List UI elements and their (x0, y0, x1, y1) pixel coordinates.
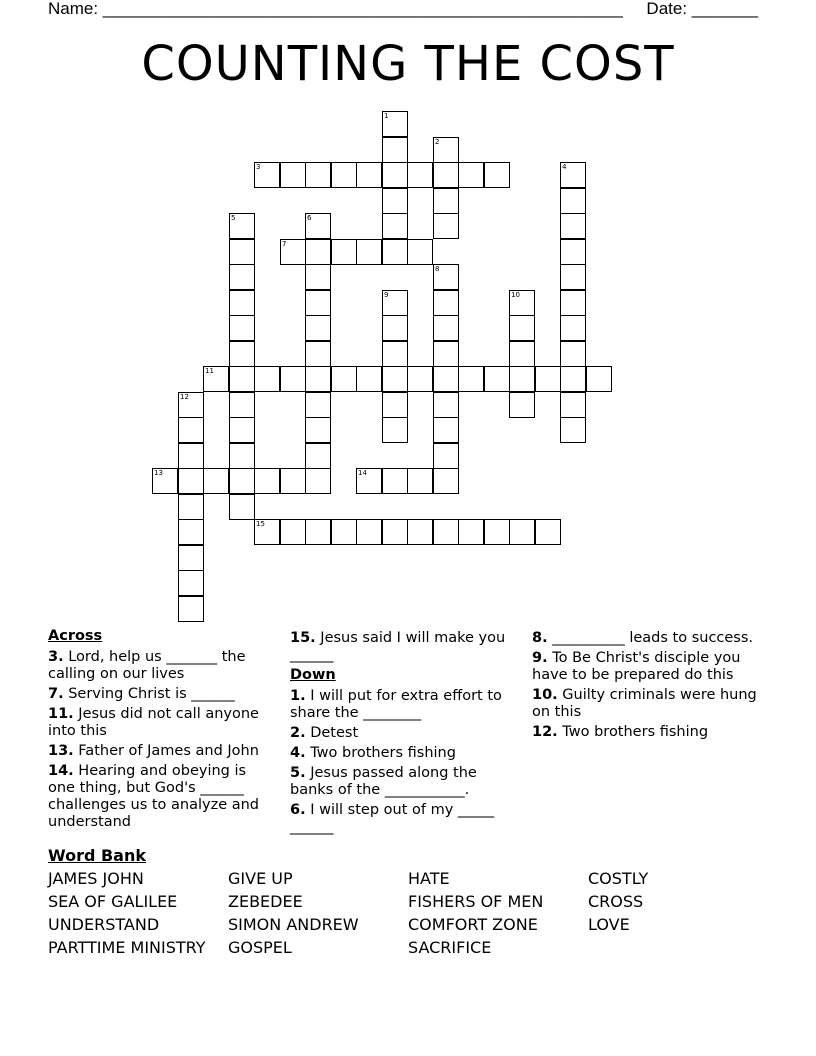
crossword-cell[interactable] (356, 162, 382, 188)
crossword-cell[interactable] (331, 519, 357, 545)
crossword-cell[interactable] (178, 417, 204, 443)
crossword-cell[interactable] (433, 443, 459, 469)
crossword-cell[interactable] (407, 162, 433, 188)
down-heading: Down (290, 667, 336, 683)
crossword-cell[interactable] (356, 239, 382, 265)
crossword-cell[interactable] (178, 392, 204, 418)
crossword-cell[interactable] (254, 519, 280, 545)
crossword-cell[interactable] (203, 468, 229, 494)
crossword-cell[interactable] (458, 162, 484, 188)
clue-number: 12 (180, 393, 189, 401)
crossword-cell[interactable] (178, 443, 204, 469)
crossword-cell[interactable] (382, 392, 408, 418)
crossword-cell[interactable] (509, 290, 535, 316)
crossword-cell[interactable] (560, 188, 586, 214)
clue-number: 11 (205, 367, 214, 375)
crossword-cell[interactable] (560, 264, 586, 290)
crossword-cell[interactable] (305, 213, 331, 239)
clue-number: 7 (282, 240, 287, 248)
clue-number: 5 (231, 214, 236, 222)
crossword-cell[interactable] (229, 341, 255, 367)
crossword-cell[interactable] (280, 468, 306, 494)
crossword-cell[interactable] (280, 239, 306, 265)
word-bank-item: CROSS (588, 892, 644, 911)
crossword-cell[interactable] (382, 468, 408, 494)
crossword-cell[interactable] (280, 366, 306, 392)
word-bank-item: SEA OF GALILEE (48, 892, 178, 911)
crossword-cell[interactable] (229, 417, 255, 443)
crossword-cell[interactable] (382, 315, 408, 341)
clue-across-15: 15. Jesus said I will make you ______ (290, 630, 506, 663)
crossword-cell[interactable] (382, 137, 408, 163)
crossword-cell[interactable] (382, 366, 408, 392)
word-bank-item: UNDERSTAND (48, 915, 160, 934)
clue-down-8: 8. __________ leads to success. (532, 630, 754, 646)
crossword-cell[interactable] (229, 315, 255, 341)
word-bank-item: COSTLY (588, 869, 649, 888)
word-bank-item: FISHERS OF MEN (408, 892, 544, 911)
word-bank-item: LOVE (588, 915, 630, 934)
crossword-cell[interactable] (331, 162, 357, 188)
crossword-cell[interactable] (382, 341, 408, 367)
crossword-cell[interactable] (560, 162, 586, 188)
crossword-cell[interactable] (254, 468, 280, 494)
crossword-cell[interactable] (229, 290, 255, 316)
page-title: COUNTING THE COST (141, 36, 675, 92)
clue-down-12: 12. Two brothers fishing (532, 724, 709, 740)
clue-across-11: 11. Jesus did not call anyone into this (48, 706, 259, 739)
crossword-cell[interactable] (331, 239, 357, 265)
clue-number: 1 (384, 112, 389, 120)
crossword-cell[interactable] (178, 494, 204, 520)
crossword-cell[interactable] (382, 417, 408, 443)
crossword-cell[interactable] (509, 315, 535, 341)
crossword-cell[interactable] (382, 213, 408, 239)
clue-number: 10 (511, 291, 520, 299)
clue-down-1: 1. I will put for extra effort to share the ________ (290, 688, 502, 721)
clue-down-4: 4. Two brothers fishing (290, 745, 456, 761)
word-bank (48, 846, 768, 959)
crossword-cell[interactable] (433, 519, 459, 545)
crossword-cell[interactable] (382, 290, 408, 316)
crossword-cell[interactable] (305, 239, 331, 265)
crossword-cell[interactable] (178, 545, 204, 571)
crossword-cell[interactable] (484, 162, 510, 188)
word-bank-list (48, 867, 768, 959)
crossword-cell[interactable] (254, 366, 280, 392)
crossword-cell[interactable] (535, 366, 561, 392)
crossword-cell[interactable] (178, 519, 204, 545)
word-bank-item: GIVE UP (228, 869, 293, 888)
crossword-cell[interactable] (484, 519, 510, 545)
crossword-cell[interactable] (382, 162, 408, 188)
clue-across-3: 3. Lord, help us _______ the calling on our lives (48, 649, 246, 682)
crossword-cell[interactable] (433, 137, 459, 163)
crossword-cell[interactable] (229, 443, 255, 469)
crossword-cell[interactable] (305, 341, 331, 367)
crossword-cell[interactable] (560, 341, 586, 367)
crossword-cell[interactable] (152, 468, 178, 494)
crossword-cell[interactable] (305, 366, 331, 392)
clue-down-9: 9. To Be Christ's disciple you have to be prepared do this (532, 650, 741, 683)
clue-down-6: 6. I will step out of my _____ ______ (290, 802, 495, 835)
word-bank-item: HATE (408, 869, 450, 888)
crossword-cell[interactable] (305, 315, 331, 341)
date-field-label[interactable]: Date: _______ (646, 0, 758, 18)
crossword-cell[interactable] (229, 494, 255, 520)
crossword-cell[interactable] (280, 162, 306, 188)
clue-number: 6 (307, 214, 312, 222)
clue-across-7: 7. Serving Christ is ______ (48, 686, 235, 702)
crossword-cell[interactable] (305, 519, 331, 545)
across-heading: Across (48, 628, 103, 644)
clue-number: 14 (358, 469, 367, 477)
crossword-cell[interactable] (433, 417, 459, 443)
crossword-cell[interactable] (509, 519, 535, 545)
crossword-cell[interactable] (433, 188, 459, 214)
clues-column-3 (532, 630, 760, 744)
crossword-cell[interactable] (433, 213, 459, 239)
crossword-cell[interactable] (458, 366, 484, 392)
word-bank-item: ZEBEDEE (228, 892, 303, 911)
crossword-cell[interactable] (229, 392, 255, 418)
word-bank-item: SACRIFICE (408, 938, 492, 957)
crossword-cell[interactable] (254, 162, 280, 188)
crossword-cell[interactable] (433, 468, 459, 494)
clue-number: 9 (384, 291, 389, 299)
crossword-cell[interactable] (178, 570, 204, 596)
crossword-cell[interactable] (203, 366, 229, 392)
clue-across-13: 13. Father of James and John (48, 743, 259, 759)
crossword-cell[interactable] (433, 392, 459, 418)
crossword-cell[interactable] (356, 519, 382, 545)
crossword-cell[interactable] (560, 290, 586, 316)
crossword-cell[interactable] (433, 162, 459, 188)
crossword-cell[interactable] (433, 315, 459, 341)
word-bank-item: PARTTIME MINISTRY (48, 938, 206, 957)
crossword-cell[interactable] (509, 366, 535, 392)
clues-column-1 (48, 628, 276, 834)
clue-number: 13 (154, 469, 163, 477)
crossword-cell[interactable] (433, 264, 459, 290)
crossword-cell[interactable] (382, 111, 408, 137)
crossword-cell[interactable] (407, 519, 433, 545)
clue-number: 2 (435, 138, 440, 146)
crossword-cell[interactable] (356, 468, 382, 494)
crossword-cell[interactable] (382, 239, 408, 265)
crossword-cell[interactable] (560, 392, 586, 418)
crossword-cell[interactable] (305, 443, 331, 469)
clue-down-2: 2. Detest (290, 725, 359, 741)
clue-number: 8 (435, 265, 440, 273)
clue-number: 3 (256, 163, 261, 171)
crossword-cell[interactable] (586, 366, 612, 392)
clue-across-14: 14. Hearing and obeying is one thing, but God's ______ challenges us to analyze and understand (48, 763, 260, 830)
crossword-cell[interactable] (560, 315, 586, 341)
word-bank-item: COMFORT ZONE (408, 915, 538, 934)
crossword-cell[interactable] (305, 264, 331, 290)
crossword-cell[interactable] (356, 366, 382, 392)
clue-down-10: 10. Guilty criminals were hung on this (532, 687, 757, 720)
crossword-cell[interactable] (280, 519, 306, 545)
crossword-cell[interactable] (229, 366, 255, 392)
crossword-cell[interactable] (407, 366, 433, 392)
crossword-cell[interactable] (560, 213, 586, 239)
word-bank-heading: Word Bank (48, 846, 147, 865)
crossword-cell[interactable] (433, 366, 459, 392)
clues-column-2 (290, 630, 518, 839)
crossword-cell[interactable] (433, 290, 459, 316)
crossword-cell[interactable] (509, 392, 535, 418)
crossword-cell[interactable] (229, 239, 255, 265)
crossword-cell[interactable] (305, 392, 331, 418)
crossword-cell[interactable] (229, 213, 255, 239)
crossword-cell[interactable] (560, 366, 586, 392)
name-field-label[interactable]: Name: _______________________________________________________ (48, 0, 623, 18)
crossword-cell[interactable] (560, 239, 586, 265)
word-bank-item: SIMON ANDREW (228, 915, 359, 934)
crossword-cell[interactable] (484, 366, 510, 392)
crossword-cell[interactable] (509, 341, 535, 367)
crossword-cell[interactable] (535, 519, 561, 545)
clue-number: 4 (562, 163, 567, 171)
crossword-cell[interactable] (458, 519, 484, 545)
crossword-cell[interactable] (229, 468, 255, 494)
crossword-cell[interactable] (382, 188, 408, 214)
crossword-cell[interactable] (229, 264, 255, 290)
crossword-cell[interactable] (178, 596, 204, 622)
word-bank-item: GOSPEL (228, 938, 292, 957)
clue-number: 15 (256, 520, 265, 528)
crossword-cell[interactable] (407, 468, 433, 494)
crossword-cell[interactable] (407, 239, 433, 265)
crossword-cell[interactable] (331, 366, 357, 392)
crossword-cell[interactable] (178, 468, 204, 494)
clue-down-5: 5. Jesus passed along the banks of the ___________. (290, 765, 477, 798)
crossword-cell[interactable] (560, 417, 586, 443)
crossword-cell[interactable] (305, 417, 331, 443)
word-bank-item: JAMES JOHN (48, 869, 144, 888)
header (48, 0, 768, 18)
crossword-cell[interactable] (305, 162, 331, 188)
crossword-cell[interactable] (305, 468, 331, 494)
crossword-cell[interactable] (433, 341, 459, 367)
crossword-cell[interactable] (382, 519, 408, 545)
crossword-cell[interactable] (305, 290, 331, 316)
